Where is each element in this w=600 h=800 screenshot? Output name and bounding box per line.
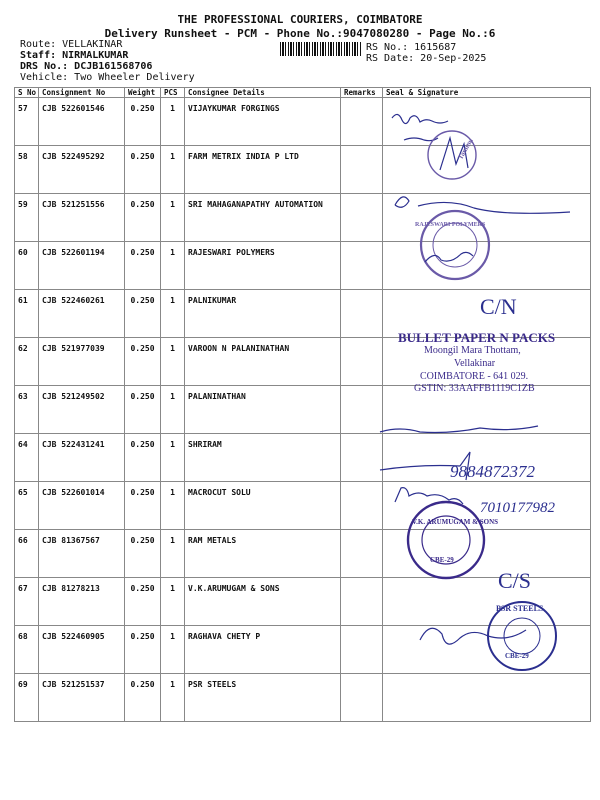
row-consignee: V.K.ARUMUGAM & SONS — [185, 578, 341, 626]
row-weight: 0.250 — [125, 290, 161, 338]
row-sno: 59 — [15, 194, 39, 242]
row-weight: 0.250 — [125, 386, 161, 434]
row-consignment-no: CJB 521251537 — [39, 674, 125, 722]
row-consignee: PALANINATHAN — [185, 386, 341, 434]
arumugam-stamp-code: CBE-29 — [430, 556, 454, 564]
row-sno: 58 — [15, 146, 39, 194]
row-weight: 0.250 — [125, 98, 161, 146]
signature-60 — [425, 252, 473, 262]
row-consignee: PALNIKUMAR — [185, 290, 341, 338]
signature-59 — [395, 197, 570, 214]
row-consignee: RAJESWARI POLYMERS — [185, 242, 341, 290]
row-consignment-no: CJB 522601546 — [39, 98, 125, 146]
rajeswari-stamp-text: RAJESWARI POLYMERS — [415, 222, 486, 228]
tammu-stamp-text: Tammu — [456, 137, 475, 161]
row-consignment-no: CJB 522495292 — [39, 146, 125, 194]
row-weight: 0.250 — [125, 338, 161, 386]
col-header-sno: S No — [15, 88, 39, 98]
row-sno: 69 — [15, 674, 39, 722]
row-sno: 64 — [15, 434, 39, 482]
company-title: THE PROFESSIONAL COURIERS, COIMBATORE — [177, 13, 423, 26]
cin-note: C/N — [480, 294, 517, 319]
arumugam-stamp-text: V.K. ARUMUGAM & SONS — [412, 518, 499, 526]
row-consignment-no: CJB 522460261 — [39, 290, 125, 338]
row-pcs: 1 — [161, 674, 185, 722]
cs-note: C/S — [498, 568, 532, 593]
row-consignment-no: CJB 521249502 — [39, 386, 125, 434]
row-consignee: PSR STEELS — [185, 674, 341, 722]
row-consignment-no: CJB 522601014 — [39, 482, 125, 530]
row-sno: 57 — [15, 98, 39, 146]
psr-stamp-code: CBE-29 — [505, 652, 529, 660]
row-sno: 68 — [15, 626, 39, 674]
row-pcs: 1 — [161, 194, 185, 242]
signature-57 — [392, 114, 448, 123]
vehicle-label: Vehicle: Two Wheeler Delivery — [20, 72, 195, 83]
row-consignee: MACROCUT SOLU — [185, 482, 341, 530]
row-pcs: 1 — [161, 338, 185, 386]
row-consignee: FARM METRIX INDIA P LTD — [185, 146, 341, 194]
row-consignment-no: CJB 521251556 — [39, 194, 125, 242]
route-label: Route: VELLAKINAR — [20, 39, 123, 50]
row-weight: 0.250 — [125, 242, 161, 290]
row-pcs: 1 — [161, 146, 185, 194]
col-header-consignment: Consignment No — [39, 88, 125, 98]
col-header-consignee: Consignee Details — [185, 88, 341, 98]
row-sno: 66 — [15, 530, 39, 578]
row-weight: 0.250 — [125, 194, 161, 242]
row-consignee: SHRIRAM — [185, 434, 341, 482]
bullet-stamp-line3: COIMBATORE - 641 029. — [420, 371, 529, 382]
row-weight: 0.250 — [125, 578, 161, 626]
drs-label: DRS No.: DCJB161568706 — [20, 61, 153, 72]
row-sno: 60 — [15, 242, 39, 290]
row-pcs: 1 — [161, 530, 185, 578]
row-pcs: 1 — [161, 626, 185, 674]
phone-note-67: 7010177982 — [480, 500, 555, 516]
signature-69 — [420, 628, 526, 644]
row-weight: 0.250 — [125, 626, 161, 674]
row-consignment-no: CJB 522460905 — [39, 626, 125, 674]
row-sno: 67 — [15, 578, 39, 626]
signature-65a — [380, 426, 538, 433]
row-consignee: RAM METALS — [185, 530, 341, 578]
row-weight: 0.250 — [125, 434, 161, 482]
arumugam-stamp — [408, 502, 484, 578]
rs-number: RS No.: 1615687 — [366, 42, 457, 53]
row-pcs: 1 — [161, 386, 185, 434]
row-sno: 63 — [15, 386, 39, 434]
col-header-seal: Seal & Signature — [383, 88, 591, 98]
psr-stamp-text: PSR STEELS — [496, 604, 544, 613]
row-sno: 62 — [15, 338, 39, 386]
row-consignee: VAROON N PALANINATHAN — [185, 338, 341, 386]
row-pcs: 1 — [161, 482, 185, 530]
phone-note-66: 9884872372 — [450, 462, 535, 481]
col-header-pcs: PCS — [161, 88, 185, 98]
bullet-stamp-name: BULLET PAPER N PACKS — [398, 330, 556, 345]
runsheet-subtitle: Delivery Runsheet - PCM - Phone No.:9047080280 - Page No.:6 — [104, 27, 496, 40]
staff-label: Staff: NIRMALKUMAR — [20, 50, 129, 61]
bullet-stamp-line1: Moongil Mara Thottam, — [424, 345, 521, 356]
row-consignment-no: CJB 81278213 — [39, 578, 125, 626]
rs-date: RS Date: 20-Sep-2025 — [366, 53, 487, 64]
row-pcs: 1 — [161, 434, 185, 482]
row-pcs: 1 — [161, 98, 185, 146]
row-consignee: VIJAYKUMAR FORGINGS — [185, 98, 341, 146]
row-sno: 65 — [15, 482, 39, 530]
row-pcs: 1 — [161, 242, 185, 290]
row-sno: 61 — [15, 290, 39, 338]
row-weight: 0.250 — [125, 674, 161, 722]
col-header-weight: Weight — [125, 88, 161, 98]
row-weight: 0.250 — [125, 530, 161, 578]
row-pcs: 1 — [161, 578, 185, 626]
row-weight: 0.250 — [125, 146, 161, 194]
row-consignment-no: CJB 522601194 — [39, 242, 125, 290]
bullet-stamp-line2: Vellakinar — [454, 358, 496, 369]
row-consignment-no: CJB 521977039 — [39, 338, 125, 386]
row-consignee: RAGHAVA CHETY P — [185, 626, 341, 674]
row-consignment-no: CJB 522431241 — [39, 434, 125, 482]
row-consignee: SRI MAHAGANAPATHY AUTOMATION — [185, 194, 341, 242]
col-header-remarks: Remarks — [341, 88, 383, 98]
row-consignment-no: CJB 81367567 — [39, 530, 125, 578]
bullet-stamp-gstin: GSTIN: 33AAFFB1119C1ZB — [414, 383, 535, 394]
row-weight: 0.250 — [125, 482, 161, 530]
row-pcs: 1 — [161, 290, 185, 338]
